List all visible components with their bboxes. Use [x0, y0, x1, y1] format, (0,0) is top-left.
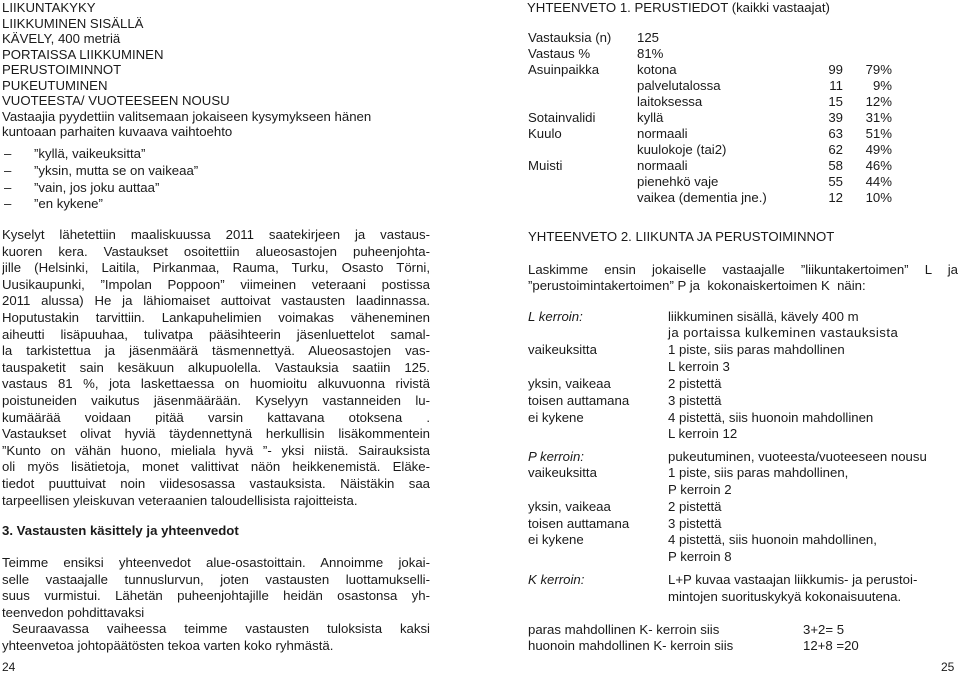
- summary1-title: [527, 0, 830, 16]
- topic-list: [2, 0, 371, 140]
- dash-marker: –: [4, 162, 12, 178]
- paragraph-line: Kyselyt lähetettiin maaliskuussa 2011 saatekirjeen ja vastaus-: [2, 227, 430, 242]
- summary2-title-text: YHTEENVETO 2. LIIKUNTA JA PERUSTOIMINNOT: [528, 229, 835, 244]
- paragraph-line: poistuneiden vaikutus jäsenmäärään. Kyselyyn vastanneiden lu-: [2, 392, 430, 408]
- page-number-right: 25: [941, 660, 955, 674]
- topic-item: PUKEUTUMINEN: [2, 77, 108, 93]
- section-heading: 3. Vastausten käsittely ja yhteenvedot: [2, 523, 239, 538]
- dash-marker: –: [4, 196, 12, 212]
- summary2-title: [528, 229, 834, 245]
- paragraph-line: tiedot puuttuivat noin viidesosassa vastauksista. Näistäkin saa: [2, 475, 430, 491]
- paragraph-line: Seuraavassa vaiheessa teimme vastausten tuloksista kaksi: [12, 621, 430, 637]
- paragraph-line: teenvedon pohdittavaksi: [2, 604, 145, 620]
- answer-option: – ”kyllä, vaikeuksitta”: [4, 146, 146, 161]
- paragraph-line: Vastaukset olivat hyviä täydennettynä herkullisin lisäkommentein: [2, 426, 430, 442]
- paragraph-line: la tarkistettua ja jäsenmäärä täsmennettyä. Alueosastojen vas-: [2, 343, 430, 359]
- answer-options: [4, 146, 198, 213]
- paragraph-line: oli myös lisätietoja, monet valittivat näön heikkenemistä. Eläke-: [2, 459, 430, 475]
- paragraph-line: Teimme ensiksi yhteenvedot alue-osastoittain. Annoimme jokai-: [2, 555, 430, 570]
- summary2-intro-line: Laskimme ensin jokaiselle vastaajalle ”liikuntakertoimen” L ja: [528, 262, 958, 277]
- paragraph-line: 2011 alussa) He ja lähiomaiset auttoivat vastausten laadinnassa.: [2, 293, 430, 309]
- topic-item: PERUSTOIMINNOT: [2, 62, 122, 77]
- summary2-intro-line: ”perustoimintakertoimen” P ja kokonaiskertoimen K näin:: [528, 278, 866, 293]
- summary1-title-text: YHTEENVETO 1. PERUSTIEDOT (kaikki vastaajat): [527, 0, 830, 15]
- paragraph-line: tarpeellisen yleiskuvan veteraanien taloudellisista rajoitteista.: [2, 492, 358, 508]
- paragraph-line: aiheutti lisäpuuhaa, tulivatpa pääsihteerin jäsenluettelot samal-: [2, 326, 430, 342]
- paragraph-line: kumäärää voidaan pitää varsin kattavana otoksena .: [2, 409, 430, 425]
- paragraph-line: selle vastaajalle tunnuslurvun, joten vastausten luottamukselli-: [2, 571, 430, 587]
- paragraph-line: kuoren kera. Vastaukset osoitettiin alueosastojen puheenjohta-: [2, 243, 430, 259]
- instruction-line: Vastaajia pyydettiin valitsemaan jokaiseen kysymykseen hänen: [2, 108, 372, 124]
- topic-item: LIIKUNTAKYKY: [2, 0, 96, 15]
- answer-option: – ”en kykene”: [4, 196, 103, 212]
- dash-marker: –: [4, 179, 12, 195]
- page-number-left: 24: [2, 660, 16, 674]
- paragraph-line: Hoputustakin tarvittiin. Lankapuhelimien voimakas väheneminen: [2, 309, 430, 325]
- answer-option: – ”vain, jos joku auttaa”: [4, 179, 160, 195]
- paragraph-line: vastaus 81 %, jota laskettaessa on huomioitu alkuvuonna rivistä: [2, 376, 430, 392]
- instruction-line: kuntoaan parhaiten kuvaava vaihtoehto: [2, 124, 233, 139]
- paragraph-line: suus vurmistui. Lähetän puheenjohtajille heidän osastonsa yh-: [2, 588, 430, 604]
- topic-item: PORTAISSA LIIKKUMINEN: [2, 46, 164, 62]
- dash-marker: –: [4, 146, 12, 161]
- right-page: YHTEENVETO 1. PERUSTIEDOT (kaikki vastaajat) Vastauksia (n) 125 Vastaus % 81% Asuinpaikka kotona 99 79% palvelutalossa 11 9% laitoksessa 15 12% Sotainvalidi kyllä 39 31% Kuulo normaali 63 51% kuulokoje (tai2) 62 49% Muisti normaali 58 46% pienehkö vaje 55 44% vaikea (dementia jne.) 12 10% YHTEENVETO 2. LIIKUNTA JA PERUSTOIMINNOT Laskimme ensin jokaiselle vastaajalle ”liikuntakertoimen” L ja ”perustoimintakertoimen” P ja kokonaiskertoimen K näin: L kerroin: liikkuminen sisällä, kävely 400 m ja portaissa kulkeminen vastauksista vaikeuksitta 1 piste, siis paras mahdollinen L kerroin 3 yksin, vaikeaa 2 pistettä toisen auttamana 3 pistettä ei kykene 4 pistettä, siis huonoin mahdollinen L kerroin 12 P kerroin: pukeutuminen, vuoteesta/vuoteeseen nousu vaikeuksitta 1 piste, siis paras mahdollinen, P kerroin 2 yksin, vaikeaa 2 pistettä toisen auttamana 3 pistettä ei kykene 4 pistettä, siis huonoin mahdollinen, P kerroin 8 K kerroin: L+P kuvaa vastaajan liikkumis- ja perustoi- mintojen suorituskykyä kokonaisuutena. paras mahdollinen K- kerroin siis 3+2= 5 huonoin mahdollinen K- kerroin siis 12+8 =20 25: [527, 0, 958, 674]
- topic-item: KÄVELY, 400 metriä: [2, 31, 121, 46]
- paragraph-line: ”Kunto on vähän huono, mieliala hyvä ”- yksi niistä. Sairauksista: [2, 442, 430, 458]
- topic-item: VUOTEESTA/ VUOTEESEEN NOUSU: [2, 93, 230, 108]
- answer-option: – ”yksin, mutta se on vaikeaa”: [4, 162, 199, 178]
- paragraph-summaries: [2, 555, 430, 655]
- paragraph-survey: [2, 227, 430, 509]
- topic-item: LIIKKUMINEN SISÄLLÄ: [2, 15, 144, 31]
- paragraph-line: jille (Helsinki, Laitila, Pirkanmaa, Rauma, Turku, Osasto Törni,: [2, 260, 430, 276]
- paragraph-line: yhteenvetoa johtopäätösten tekoa varten koko ryhmästä.: [2, 637, 334, 653]
- paragraph-line: tauspaketit sain kesäkuun alkupuolella. Vastauksia saatiin 125.: [2, 359, 430, 375]
- paragraph-line: Uusikaupunki, ”Impolan Poppoon” viimeinen veteraani postissa: [2, 276, 430, 292]
